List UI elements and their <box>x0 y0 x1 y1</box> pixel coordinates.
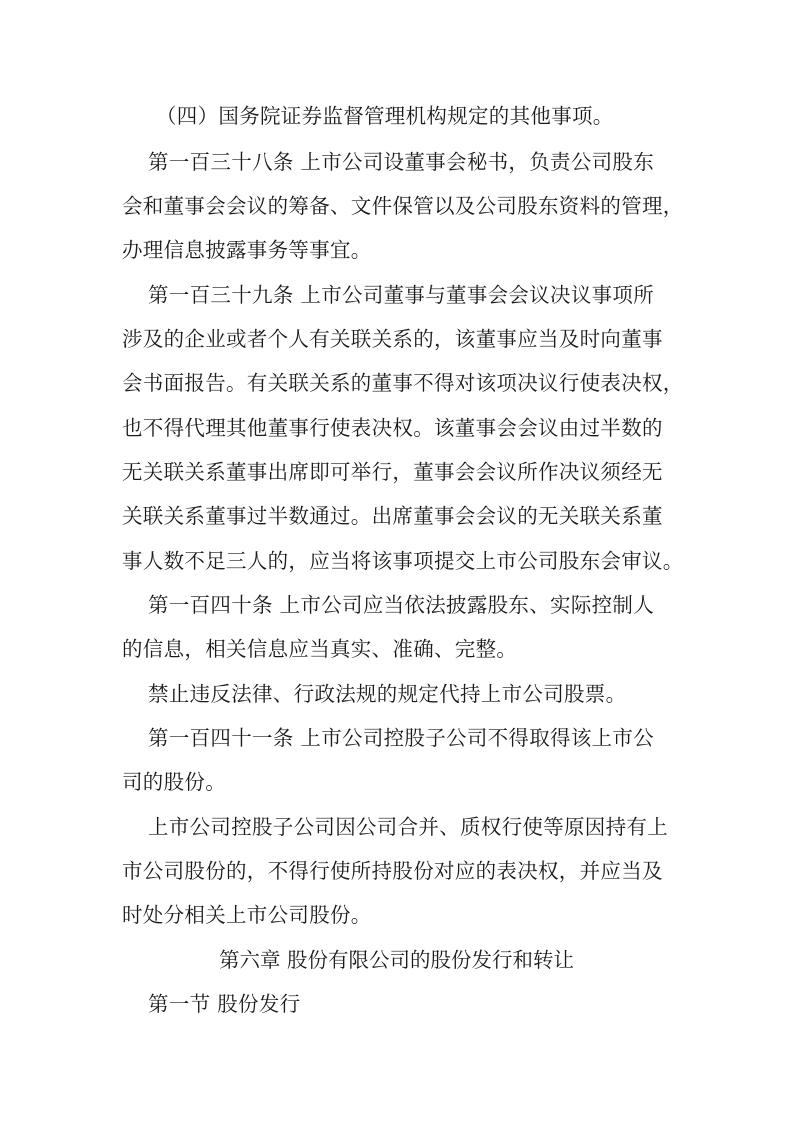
article-140-line-2: 的信息，相关信息应当真实、准确、完整。 <box>122 637 518 661</box>
article-141-line-2: 司的股份。 <box>122 770 226 794</box>
article-139-line-5: 无关联关系董事出席即可举行，董事会会议所作决议须经无 <box>122 460 663 484</box>
article-139-line-3: 会书面报告。有关联关系的董事不得对该项决议行使表决权， <box>122 371 684 395</box>
article-138-line-2: 会和董事会会议的筹备、文件保管以及公司股东资料的管理， <box>122 194 684 218</box>
article-139-line-2: 涉及的企业或者个人有关联关系的，该董事应当及时向董事 <box>122 327 663 351</box>
paragraph-line: （四）国务院证券监督管理机构规定的其他事项。 <box>156 104 614 128</box>
chapter-heading: 第六章 股份有限公司的股份发行和转让 <box>218 948 574 972</box>
article-141-para-2-line-3: 时处分相关上市公司股份。 <box>122 903 372 927</box>
article-138-line-3: 办理信息披露事务等事宜。 <box>122 238 372 262</box>
article-140-para-2: 禁止违反法律、行政法规的规定代持上市公司股票。 <box>148 682 627 706</box>
article-140-line-1: 第一百四十条 上市公司应当依法披露股东、实际控制人 <box>148 593 655 617</box>
article-139-line-1: 第一百三十九条 上市公司董事与董事会会议决议事项所 <box>148 283 655 307</box>
article-139-line-6: 关联关系董事过半数通过。出席董事会会议的无关联关系董 <box>122 504 663 528</box>
article-139-line-4: 也不得代理其他董事行使表决权。该董事会会议由过半数的 <box>122 416 663 440</box>
article-138-line-1: 第一百三十八条 上市公司设董事会秘书，负责公司股东 <box>148 150 655 174</box>
article-141-para-2-line-1: 上市公司控股子公司因公司合并、质权行使等原因持有上 <box>148 815 668 839</box>
article-139-line-7: 事人数不足三人的，应当将该事项提交上市公司股东会审议。 <box>122 549 684 573</box>
article-141-line-1: 第一百四十一条 上市公司控股子公司不得取得该上市公 <box>148 726 655 750</box>
section-heading: 第一节 股份发行 <box>148 992 301 1016</box>
article-141-para-2-line-2: 市公司股份的，不得行使所持股份对应的表决权，并应当及 <box>122 859 663 883</box>
